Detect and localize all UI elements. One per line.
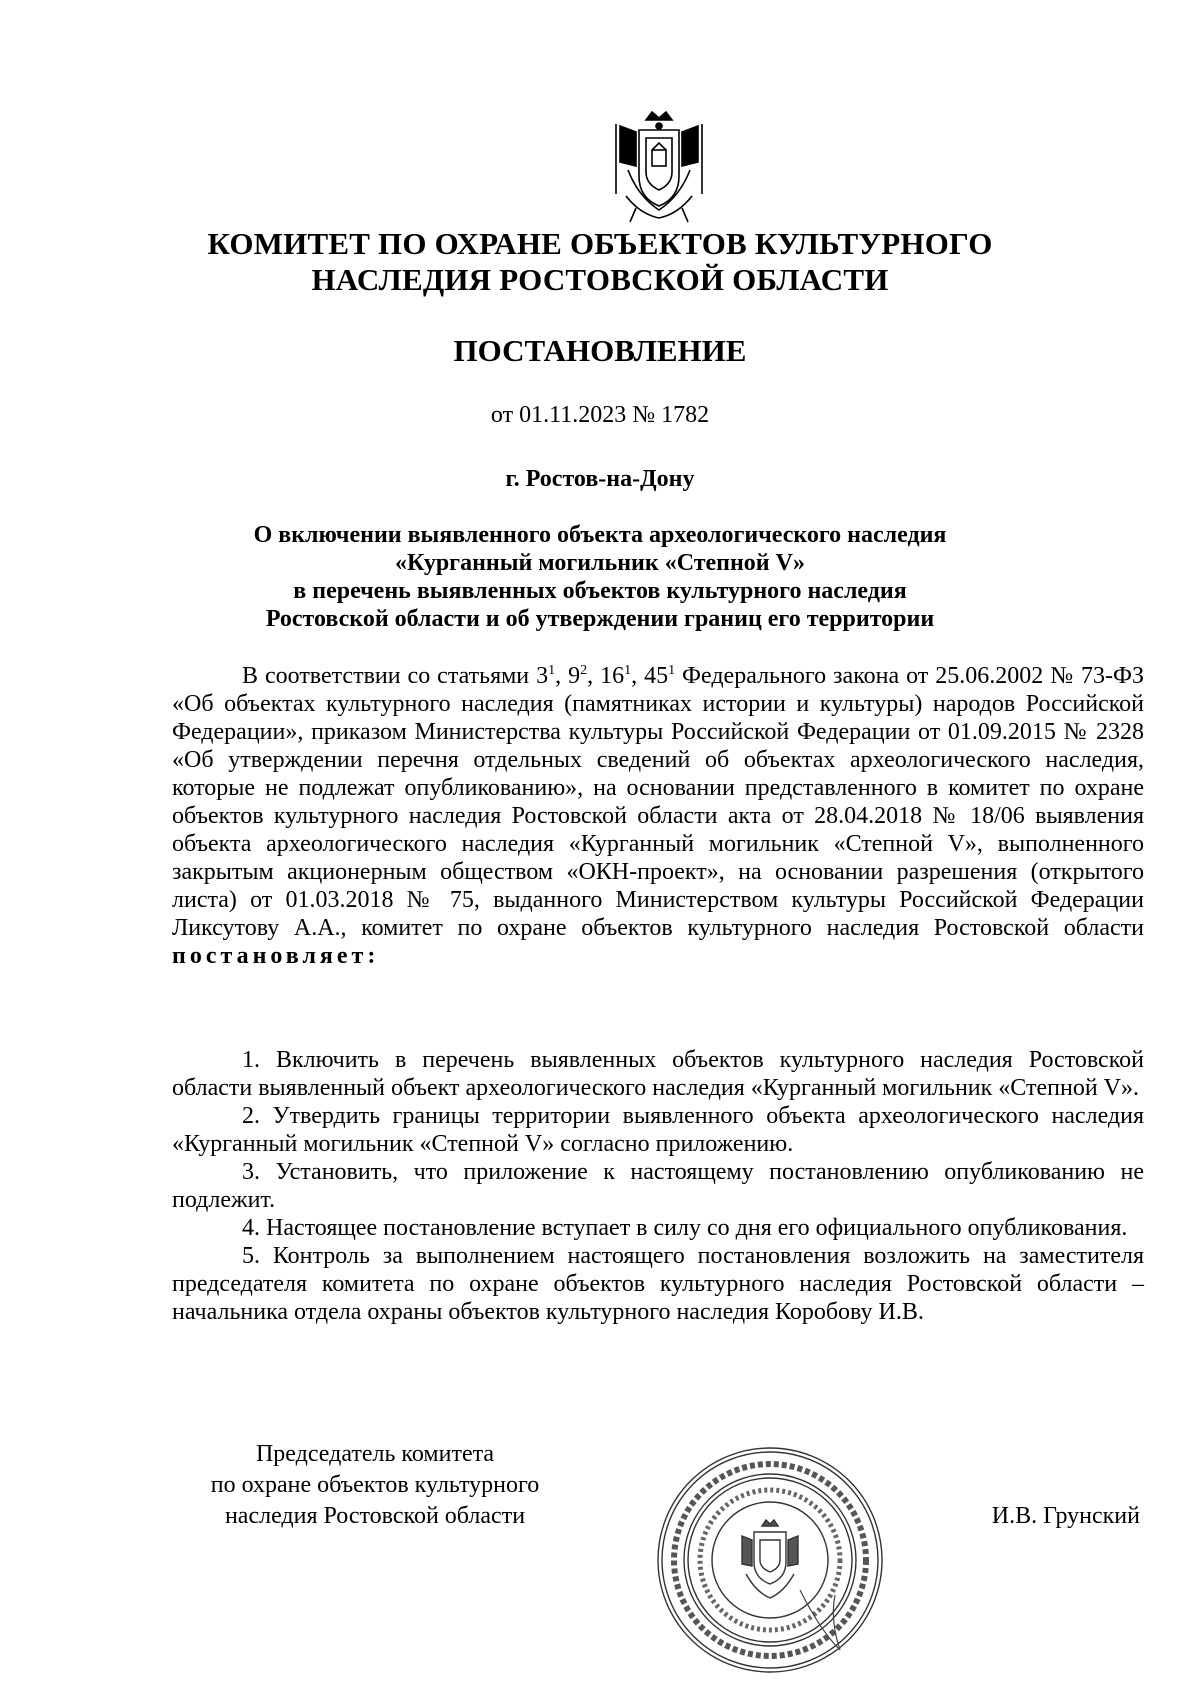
org-line-2: НАСЛЕДИЯ РОСТОВСКОЙ ОБЛАСТИ — [311, 262, 889, 297]
official-seal-icon — [650, 1440, 890, 1680]
resolution-item-2: 2. Утвердить границы территории выявленного объекта археологического наследия «Курганный могильник «Степной V» согласно приложению. — [172, 1103, 1144, 1157]
superscript-3: 1 — [624, 663, 632, 678]
resolution-item-4: 4. Настоящее постановление вступает в силу со дня его официального опубликования. — [242, 1215, 1128, 1241]
document-city: г. Ростов-на-Дону — [505, 466, 695, 492]
coat-of-arms-icon — [606, 106, 712, 230]
resolution-item-1: 1. Включить в перечень выявленных объектов культурного наследия Ростовской области выявленный объект археологического наследия «Курганный могильник «Степной V». — [172, 1047, 1144, 1101]
preamble-text-2: , 9 — [555, 663, 581, 689]
signer-position-line-3: наследия Ростовской области — [224, 1503, 526, 1529]
subject-line-1: О включении выявленного объекта археологического наследия — [253, 522, 947, 548]
signer-position-line-1: Председатель комитета — [255, 1441, 495, 1467]
subject-line-2: «Курганный могильник «Степной V» — [395, 550, 805, 576]
document-date-number: от 01.11.2023 № 1782 — [490, 402, 710, 428]
organization-name — [150, 226, 1050, 298]
preamble-text-3: , 16 — [587, 663, 625, 689]
subject-line-4: Ростовской области и об утверждении границ его территории — [265, 606, 935, 632]
document-subject — [150, 521, 1050, 633]
superscript-2: 2 — [580, 663, 588, 678]
preamble-paragraph — [172, 662, 1144, 970]
resolution-item-3: 3. Установить, что приложение к настоящему постановлению опубликованию не подлежит. — [172, 1159, 1144, 1213]
preamble-text-1: В соответствии со статьями 3 — [242, 663, 549, 689]
document-type: ПОСТАНОВЛЕНИЕ — [453, 333, 747, 368]
signer-position — [170, 1439, 580, 1532]
resolution-item-5: 5. Контроль за выполнением настоящего постановления возложить на заместителя председателя комитета по охране объектов культурного наследия Ростовской области – начальника отдела охраны объектов культурного наследия Коробову И.В. — [172, 1243, 1144, 1325]
preamble-text-5: Федерального закона от 25.06.2002 № 73-ФЗ «Об объектах культурного наследия (памятниках истории и культуры) народов Российской Федерации», приказом Министерства культуры Российской Федерации от 01.09.2015 № 2328 «Об утверждении перечня отдельных сведений об объектах археологического наследия, которые не подлежат опубликованию», на основании представленного в комитет по охране объектов культурного наследия Ростовской области акта от 28.04.2018 № 18/06 выявления объекта археологического наследия «Курганный могильник «Степной V», выполненного закрытым акционерным обществом «ОКН-проект», на основании разрешения (открытого листа) от 01.03.2018 № 75, выданного Министерством культуры Российской Федерации Ликсутову А.А., комитет по охране объектов культурного наследия Ростовской области — [172, 663, 1145, 941]
preamble-text-4: , 45 — [631, 663, 669, 689]
resolution-items — [172, 1046, 1144, 1326]
subject-line-3: в перечень выявленных объектов культурного наследия — [293, 578, 907, 604]
signer-name: И.В. Грунский — [991, 1503, 1140, 1529]
signer-position-line-2: по охране объектов культурного — [210, 1472, 540, 1498]
superscript-1: 1 — [548, 663, 556, 678]
superscript-4: 1 — [668, 663, 676, 678]
org-line-1: КОМИТЕТ ПО ОХРАНЕ ОБЪЕКТОВ КУЛЬТУРНОГО — [207, 226, 993, 261]
resolves-word: постановляет: — [172, 943, 380, 969]
